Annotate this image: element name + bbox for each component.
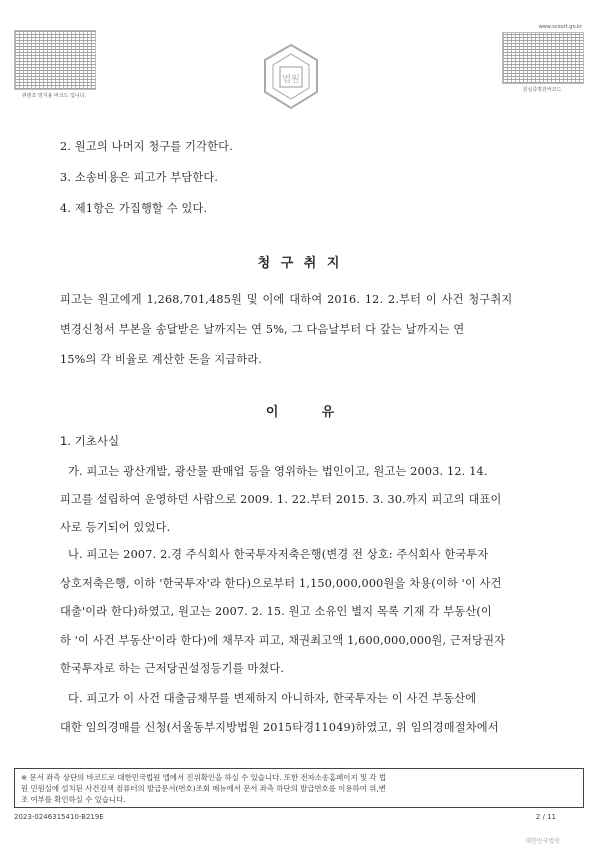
paragraph-na [60,541,544,684]
paragraph-line: 상호저축은행, 이하 '한국투자'라 한다)으로부터 1,150,000,000원을 차용(이하 '이 사건 [60,576,502,590]
paragraph-line: 다. 피고가 이 사건 대출금채무를 변제하지 아니하자, 한국투자는 이 사건 부동산에 [68,692,477,705]
barcode-caption: 원심증명원바코드 [522,87,562,93]
reason-heading [0,401,600,420]
court-seal-icon [256,42,326,112]
barcode-image [14,30,96,90]
notice-line: 조 여부를 확인하실 수 있습니다. [21,795,126,804]
order-item: 4. 제1항은 가집행할 수 있다. [60,202,208,215]
paragraph-line: 한국투자로 하는 근저당권설정등기를 마쳤다. [60,662,285,675]
paragraph-da [60,684,544,742]
paragraph-line: 피고를 설립하여 운영하던 사람으로 2009. 1. 22.부터 2015. 3. 30.까지 피고의 대표이 [60,493,502,506]
paragraph-line: 대출'이라 한다)하였고, 원고는 2007. 2. 15. 원고 소유인 별지 목록 기재 각 부동산(이 [60,605,492,618]
paragraph-ga [60,458,544,542]
claim-body [60,285,544,375]
barcode-image [502,32,584,84]
barcode-caption: 위변조 방지용 바코드 입니다. [21,93,87,99]
reason-heading-left: 이 [265,405,279,420]
reason-heading-right: 유 [321,405,335,420]
court-url: www.scourt.go.kr [538,24,582,30]
section-basic-facts: 1. 기초사실 [60,434,120,448]
verification-barcode-right [502,24,582,93]
claim-line: 15%의 각 비율로 계산한 돈을 지급하라. [60,353,263,366]
court-mark: 대한민국법원 [525,838,560,845]
claim-line: 변경신청서 부본을 송달받은 날까지는 연 5%, 그 다음날부터 다 갚는 날까지는 연 [60,323,465,336]
paragraph-line: 가. 피고는 광산개발, 광산물 판매업 등을 영위하는 법인이고, 원고는 2003. 12. 14. [68,465,488,478]
verification-barcode-left [14,30,94,99]
paragraph-line: 사로 등기되어 있었다. [60,521,171,534]
paragraph-line: 나. 피고는 2007. 2.경 주식회사 한국투자저축은행(변경 전 상호: 주식회사 한국투자 [68,548,489,561]
paragraph-line: 대한 임의경매를 신청(서울동부지방법원 2015타경11049)하였고, 위 임의경매절차에서 [60,721,499,734]
claim-line: 피고는 원고에게 1,268,701,485원 및 이에 대하여 2016. 12. 2.부터 이 사건 청구취지 [60,293,513,306]
claim-heading: 청 구 취 지 [257,256,343,271]
orders-list [60,138,544,216]
order-item: 2. 원고의 나머지 청구를 기각한다. [60,140,233,153]
paragraph-line: 하 '이 사건 부동산'이라 한다)에 채무자 피고, 채권최고액 1,600,000,000원, 근저당권자 [60,633,506,647]
seal-text: 법원 [282,75,300,85]
notice-line: ※ 문서 좌측 상단의 바코드로 대한민국법원 앱에서 진위확인을 하실 수 있습니다. 또한 전자소송홈페이지 및 각 법 [21,773,387,782]
notice-line: 원 민원실에 설치된 사건검색 컴퓨터의 발급문서(번호)조회 메뉴에서 문서 좌측 하단의 발급번호를 이용하여 위,변 [21,784,386,793]
issuance-number: 2023-0246315410-B219E [14,813,104,821]
authenticity-notice [14,768,584,808]
order-item: 3. 소송비용은 피고가 부담한다. [60,171,219,184]
page-number: 2 / 11 [535,813,556,821]
